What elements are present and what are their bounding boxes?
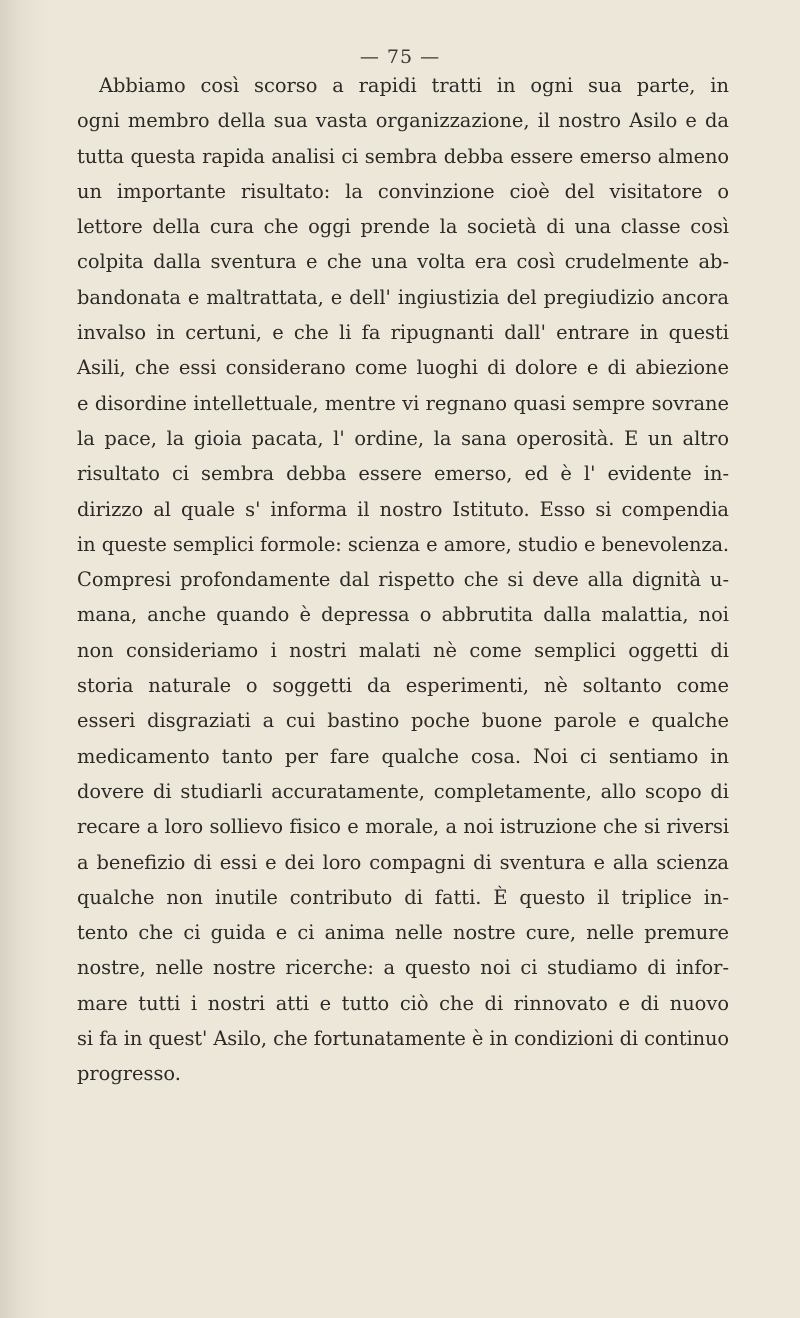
text-line: si fa in quest' Asilo, che fortunatamente è in condizioni di continuo bbox=[77, 1027, 729, 1051]
text-line: tutta questa rapida analisi ci sembra debba essere emerso almeno bbox=[77, 144, 729, 168]
text-line: mana, anche quando è depressa o abbrutita dalla malattia, noi bbox=[77, 603, 729, 627]
text-line: colpita dalla sventura e che una volta era così crudelmente ab- bbox=[77, 250, 729, 274]
text-line: e disordine intellettuale, mentre vi regnano quasi sempre sovrane bbox=[77, 391, 729, 415]
text-line: nostre, nelle nostre ricerche: a questo noi ci studiamo di infor- bbox=[77, 956, 729, 980]
text-line: un importante risultato: la convinzione cioè del visitatore o bbox=[77, 179, 729, 203]
text-line: qualche non inutile contributo di fatti. È questo il triplice in- bbox=[77, 885, 729, 909]
text-line: esseri disgraziati a cui bastino poche buone parole e qualche bbox=[77, 709, 729, 733]
text-line: ogni membro della sua vasta organizzazione, il nostro Asilo e da bbox=[77, 109, 729, 133]
page-number: — 75 — bbox=[359, 46, 441, 68]
text-line: storia naturale o soggetti da esperimenti, nè soltanto come bbox=[77, 674, 729, 698]
text-line: Asili, che essi considerano come luoghi di dolore e di abiezione bbox=[77, 356, 729, 380]
text-line: lettore della cura che oggi prende la società di una classe così bbox=[77, 215, 729, 239]
text-line: medicamento tanto per fare qualche cosa. Noi ci sentiamo in bbox=[77, 744, 729, 768]
text-line: mare tutti i nostri atti e tutto ciò che di rinnovato e di nuovo bbox=[77, 991, 729, 1015]
text-line: progresso. bbox=[77, 1062, 181, 1086]
text-line: Abbiamo così scorso a rapidi tratti in ogni sua parte, in bbox=[99, 74, 729, 97]
body-paragraph bbox=[77, 68, 729, 1092]
text-line: risultato ci sembra debba essere emerso, ed è l' evidente in- bbox=[77, 462, 729, 486]
text-line: non consideriamo i nostri malati nè come semplici oggetti di bbox=[77, 638, 729, 662]
text-line: in queste semplici formole: scienza e amore, studio e benevolenza. bbox=[77, 532, 729, 556]
text-line: a benefizio di essi e dei loro compagni di sventura e alla scienza bbox=[77, 850, 729, 874]
text-line: dirizzo al quale s' informa il nostro Istituto. Esso si compendia bbox=[77, 497, 729, 521]
text-line: Compresi profondamente dal rispetto che si deve alla dignità u- bbox=[77, 568, 729, 592]
text-line: la pace, la gioia pacata, l' ordine, la sana operosità. E un altro bbox=[77, 426, 729, 450]
text-line: dovere di studiarli accuratamente, completamente, allo scopo di bbox=[77, 779, 729, 803]
text-line: bandonata e maltrattata, e dell' ingiustizia del pregiudizio ancora bbox=[77, 285, 729, 309]
text-line: tento che ci guida e ci anima nelle nostre cure, nelle premure bbox=[77, 921, 729, 945]
text-line: invalso in certuni, e che li fa ripugnanti dall' entrare in questi bbox=[77, 321, 729, 345]
text-line: recare a loro sollievo fisico e morale, a noi istruzione che si riversi bbox=[77, 815, 729, 839]
